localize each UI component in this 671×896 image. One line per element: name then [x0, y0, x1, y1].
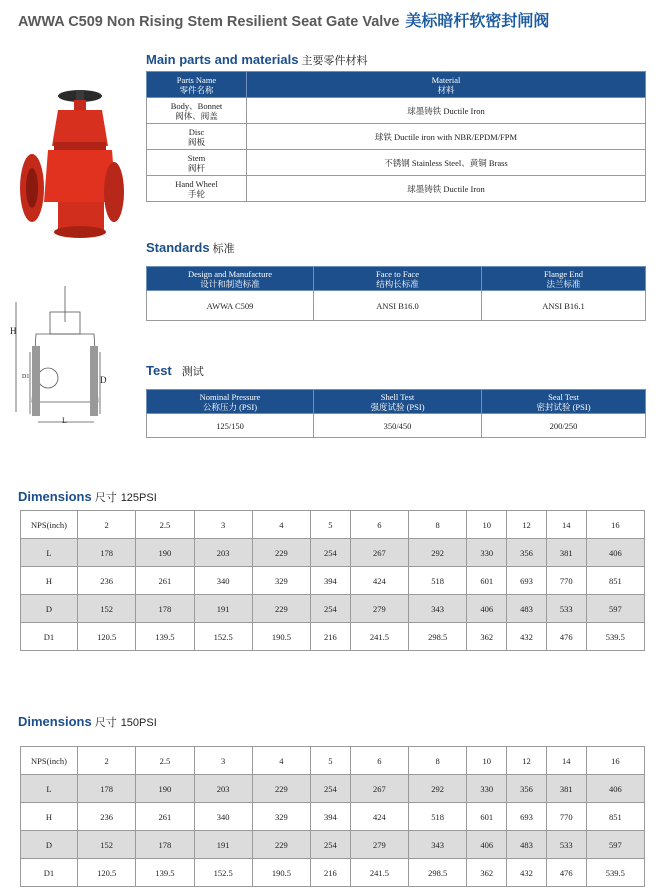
table-row — [21, 567, 645, 595]
table-row — [147, 150, 646, 176]
table-cell: 483 — [507, 595, 547, 623]
page-title — [18, 8, 549, 31]
table-cell: 298.5 — [409, 859, 467, 887]
standards-heading-en: Standards — [146, 240, 210, 255]
table-cell: 16 — [586, 747, 644, 775]
table-cell: 3 — [194, 511, 252, 539]
table-row — [147, 414, 646, 438]
row-label: H — [21, 803, 78, 831]
table-cell: 329 — [252, 567, 310, 595]
part-material: 球铁 Ductile iron with NBR/EPDM/FPM — [247, 124, 646, 150]
table-cell: 424 — [350, 567, 408, 595]
table-cell: 2 — [78, 747, 136, 775]
table-row — [21, 623, 645, 651]
table-cell: 406 — [467, 831, 507, 859]
table-cell: 267 — [350, 539, 408, 567]
table-row — [21, 595, 645, 623]
table-cell: 190.5 — [252, 859, 310, 887]
table-cell: 518 — [409, 803, 467, 831]
parts-table — [146, 71, 646, 202]
dims150-heading-cn: 尺寸 — [94, 717, 117, 729]
part-name: Disc 阀板 — [147, 124, 247, 150]
table-cell: 229 — [252, 775, 310, 803]
dim-label-l: L — [62, 416, 67, 425]
table-cell: 190 — [136, 775, 194, 803]
table-cell: 597 — [586, 831, 644, 859]
table-cell: 4 — [252, 747, 310, 775]
table-cell: 254 — [311, 539, 351, 567]
table-cell: 381 — [546, 775, 586, 803]
table-cell: 851 — [586, 567, 644, 595]
table-cell: 12 — [507, 747, 547, 775]
row-label: L — [21, 775, 78, 803]
table-cell: 518 — [409, 567, 467, 595]
dims150-heading-en: Dimensions — [18, 714, 92, 729]
table-cell: 539.5 — [586, 623, 644, 651]
table-cell: 432 — [507, 623, 547, 651]
dim-label-d1: D1 — [22, 374, 30, 380]
table-cell: 476 — [546, 859, 586, 887]
table-cell: 298.5 — [409, 623, 467, 651]
table-cell: 340 — [194, 567, 252, 595]
dims125-heading-en: Dimensions — [18, 489, 92, 504]
table-row — [21, 859, 645, 887]
table-cell: 178 — [78, 775, 136, 803]
table-cell: 362 — [467, 859, 507, 887]
table-cell: 693 — [507, 803, 547, 831]
table-cell: 236 — [78, 803, 136, 831]
table-cell: 267 — [350, 775, 408, 803]
table-cell: 261 — [136, 803, 194, 831]
standard-value: AWWA C509 — [147, 291, 314, 321]
table-row — [147, 176, 646, 202]
dim-label-h: H — [10, 326, 17, 336]
table-cell: 12 — [507, 511, 547, 539]
table-cell: 8 — [409, 511, 467, 539]
table-cell: 330 — [467, 539, 507, 567]
table-row — [21, 831, 645, 859]
part-name: Body、Bonnet 阀体、阀盖 — [147, 98, 247, 124]
standards-heading — [146, 240, 235, 256]
test-col: Seal Test 密封试验 (PSI) — [482, 390, 646, 414]
part-name: Hand Wheel 手轮 — [147, 176, 247, 202]
table-cell: 229 — [252, 539, 310, 567]
table-cell: 152.5 — [194, 859, 252, 887]
table-cell: 5 — [311, 511, 351, 539]
table-cell: 203 — [194, 775, 252, 803]
row-label: H — [21, 567, 78, 595]
standards-table — [146, 266, 646, 321]
test-heading — [146, 363, 204, 379]
dims150-heading-sub: 150PSI — [120, 717, 157, 729]
table-row — [21, 775, 645, 803]
test-col: Shell Test 强度试验 (PSI) — [314, 390, 482, 414]
dim-label-d: D — [100, 375, 107, 385]
standards-col: Design and Manufacture 设计和制造标准 — [147, 267, 314, 291]
table-cell: 476 — [546, 623, 586, 651]
row-label: L — [21, 539, 78, 567]
table-cell: 340 — [194, 803, 252, 831]
table-row — [21, 539, 645, 567]
parts-col-material: Material 材料 — [247, 72, 646, 98]
row-label: D1 — [21, 623, 78, 651]
test-value: 200/250 — [482, 414, 646, 438]
table-cell: 261 — [136, 567, 194, 595]
table-cell: 279 — [350, 595, 408, 623]
table-cell: 178 — [136, 595, 194, 623]
dims125-heading — [18, 489, 157, 505]
table-row — [21, 803, 645, 831]
standards-col: Flange End 法兰标准 — [482, 267, 646, 291]
table-cell: 394 — [311, 567, 351, 595]
dims125-heading-sub: 125PSI — [120, 492, 157, 504]
table-header-row — [21, 747, 645, 775]
table-cell: 203 — [194, 539, 252, 567]
table-cell: 406 — [467, 595, 507, 623]
table-cell: 2.5 — [136, 747, 194, 775]
table-cell: 10 — [467, 747, 507, 775]
parts-heading-cn: 主要零件材料 — [301, 55, 368, 67]
table-cell: 539.5 — [586, 859, 644, 887]
table-cell: 120.5 — [78, 623, 136, 651]
dims125-heading-cn: 尺寸 — [94, 492, 117, 504]
table-cell: 254 — [311, 775, 351, 803]
table-cell: 424 — [350, 803, 408, 831]
parts-heading — [146, 52, 367, 68]
table-cell: 254 — [311, 595, 351, 623]
table-row — [147, 291, 646, 321]
table-cell: 236 — [78, 567, 136, 595]
test-value: 125/150 — [147, 414, 314, 438]
standard-value: ANSI B16.0 — [314, 291, 482, 321]
table-cell: 190.5 — [252, 623, 310, 651]
table-cell: 770 — [546, 567, 586, 595]
valve-photo — [18, 82, 128, 242]
table-cell: 343 — [409, 595, 467, 623]
table-cell: 5 — [311, 747, 351, 775]
dims125-table — [20, 510, 645, 651]
table-cell: 6 — [350, 511, 408, 539]
test-col: Nominal Pressure 公称压力 (PSI) — [147, 390, 314, 414]
row-label: D1 — [21, 859, 78, 887]
standards-col: Face to Face 结构长标准 — [314, 267, 482, 291]
part-material: 不锈钢 Stainless Steel、黄铜 Brass — [247, 150, 646, 176]
table-cell: 191 — [194, 831, 252, 859]
table-cell: 152 — [78, 831, 136, 859]
table-cell: 343 — [409, 831, 467, 859]
table-cell: 279 — [350, 831, 408, 859]
title-cn: 美标暗杆软密封闸阀 — [405, 13, 550, 30]
table-cell: 254 — [311, 831, 351, 859]
table-cell: 8 — [409, 747, 467, 775]
table-cell: 770 — [546, 803, 586, 831]
row-label: D — [21, 595, 78, 623]
dims150-table — [20, 746, 645, 887]
table-cell: 152.5 — [194, 623, 252, 651]
table-cell: 432 — [507, 859, 547, 887]
part-material: 球墨铸铁 Ductile Iron — [247, 176, 646, 202]
test-value: 350/450 — [314, 414, 482, 438]
table-cell: 191 — [194, 595, 252, 623]
test-heading-cn: 测试 — [181, 366, 204, 378]
table-row — [147, 124, 646, 150]
table-cell: 14 — [546, 747, 586, 775]
section-drawing — [10, 282, 120, 432]
standards-heading-cn: 标准 — [212, 243, 235, 255]
test-heading-en: Test — [146, 363, 172, 378]
parts-heading-en: Main parts and materials — [146, 52, 299, 67]
table-cell: 216 — [311, 623, 351, 651]
table-cell: 601 — [467, 803, 507, 831]
table-cell: 190 — [136, 539, 194, 567]
table-header-row — [21, 511, 645, 539]
table-cell: 329 — [252, 803, 310, 831]
table-cell: 483 — [507, 831, 547, 859]
standard-value: ANSI B16.1 — [482, 291, 646, 321]
parts-col-name: Parts Name 零件名称 — [147, 72, 247, 98]
table-cell: 178 — [78, 539, 136, 567]
row-label: D — [21, 831, 78, 859]
table-cell: 3 — [194, 747, 252, 775]
test-table — [146, 389, 646, 438]
table-cell: 139.5 — [136, 859, 194, 887]
table-cell: 2.5 — [136, 511, 194, 539]
table-cell: 2 — [78, 511, 136, 539]
dims150-heading — [18, 714, 157, 730]
table-cell: 406 — [586, 775, 644, 803]
table-cell: 241.5 — [350, 859, 408, 887]
table-row — [147, 98, 646, 124]
table-cell: 178 — [136, 831, 194, 859]
table-cell: 406 — [586, 539, 644, 567]
table-cell: 216 — [311, 859, 351, 887]
table-cell: 330 — [467, 775, 507, 803]
row-label: NPS(inch) — [21, 747, 78, 775]
table-cell: 229 — [252, 595, 310, 623]
title-en: AWWA C509 Non Rising Stem Resilient Seat Gate Valve — [18, 14, 400, 30]
table-cell: 394 — [311, 803, 351, 831]
table-cell: 533 — [546, 595, 586, 623]
table-cell: 229 — [252, 831, 310, 859]
table-cell: 120.5 — [78, 859, 136, 887]
table-cell: 139.5 — [136, 623, 194, 651]
table-cell: 292 — [409, 539, 467, 567]
table-cell: 4 — [252, 511, 310, 539]
table-cell: 597 — [586, 595, 644, 623]
table-cell: 292 — [409, 775, 467, 803]
table-cell: 14 — [546, 511, 586, 539]
table-cell: 601 — [467, 567, 507, 595]
table-cell: 356 — [507, 539, 547, 567]
table-cell: 381 — [546, 539, 586, 567]
table-cell: 533 — [546, 831, 586, 859]
table-cell: 6 — [350, 747, 408, 775]
table-cell: 152 — [78, 595, 136, 623]
table-cell: 362 — [467, 623, 507, 651]
table-cell: 241.5 — [350, 623, 408, 651]
part-name: Stem 阀杆 — [147, 150, 247, 176]
table-cell: 10 — [467, 511, 507, 539]
table-cell: 693 — [507, 567, 547, 595]
row-label: NPS(inch) — [21, 511, 78, 539]
table-cell: 356 — [507, 775, 547, 803]
table-cell: 16 — [586, 511, 644, 539]
part-material: 球墨铸铁 Ductile Iron — [247, 98, 646, 124]
table-cell: 851 — [586, 803, 644, 831]
